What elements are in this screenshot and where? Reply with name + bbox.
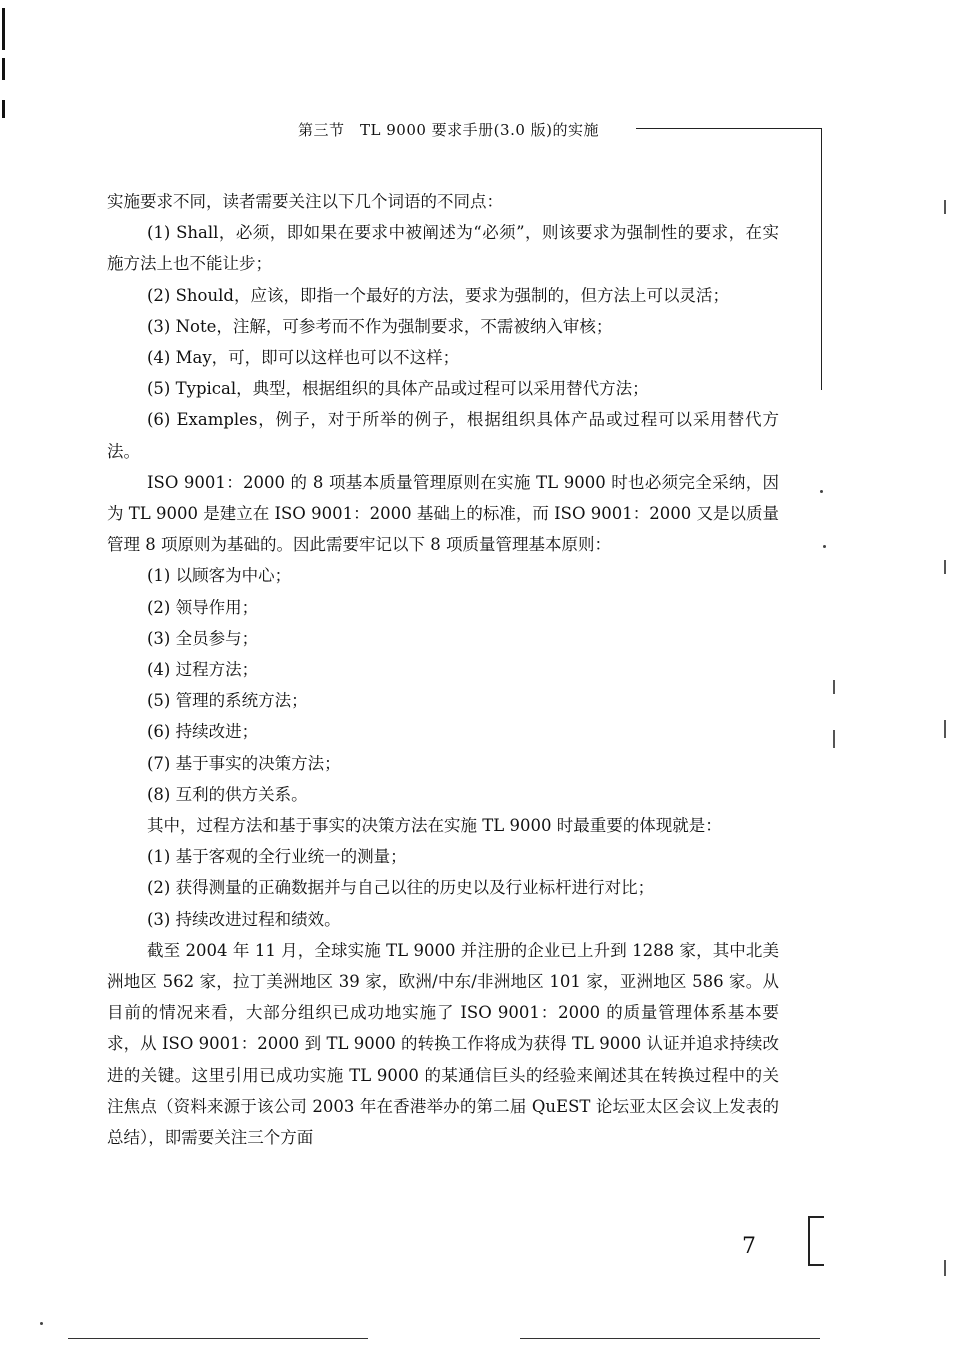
list-item: (7) 基于事实的决策方法； xyxy=(147,753,341,773)
list-item: (8) 互利的供方关系。 xyxy=(147,784,308,804)
running-header: 第三节 TL 9000 要求手册(3.0 版)的实施 xyxy=(298,121,600,139)
list-item: (2) Should，应该，即指一个最好的方法，要求为强制的，但方法上可以灵活； xyxy=(147,285,729,305)
page-corner-bracket xyxy=(808,1216,824,1266)
list-item: (4) 过程方法； xyxy=(147,660,259,680)
bottom-rule-right xyxy=(520,1338,820,1339)
paragraph: ISO 9001：2000 的 8 项基本质量管理原则在实施 TL 9000 时也必须完全采纳，因为 TL 9000 是建立在 ISO 9001：2000 基础上的标准，而 ISO 9001：2000 又是以质量管理 8 项原则为基础的。因此需要牢记以下 8 项质量管理基本原则： xyxy=(107,472,779,555)
list-item: (2) 领导作用； xyxy=(147,597,259,617)
scan-speck xyxy=(833,730,835,748)
list-item: (4) May，可，即可以这样也可以不这样； xyxy=(147,348,460,368)
header-rule xyxy=(636,128,822,129)
list-item: (3) Note，注解，可参考而不作为强制要求，不需被纳入审核； xyxy=(147,316,613,336)
scan-speck xyxy=(833,680,835,694)
list-item: (2) 获得测量的正确数据并与自己以往的历史以及行业标杆进行对比； xyxy=(147,878,655,898)
list-item: (3) 全员参与； xyxy=(147,628,259,648)
scan-speck xyxy=(944,1260,946,1276)
scan-speck xyxy=(40,1322,43,1325)
list-item: (1) 基于客观的全行业统一的测量； xyxy=(147,847,407,867)
scan-speck xyxy=(944,560,946,574)
scan-mark-left-low xyxy=(2,100,5,118)
list-item: (6) Examples，例子，对于所举的例子，根据组织具体产品或过程可以采用替代方法。 xyxy=(107,410,779,461)
list-item: (6) 持续改进； xyxy=(147,722,259,742)
bottom-rule-left xyxy=(68,1338,368,1339)
list-item: (3) 持续改进过程和绩效。 xyxy=(147,909,341,929)
list-item: (1) 以顾客为中心； xyxy=(147,566,292,586)
scan-speck xyxy=(823,545,826,548)
margin-edge-line xyxy=(821,128,822,390)
list-item: (5) Typical，典型，根据组织的具体产品或过程可以采用替代方法； xyxy=(147,379,649,399)
paragraph: 实施要求不同，读者需要关注以下几个词语的不同点： xyxy=(107,192,503,211)
paragraph: 截至 2004 年 11 月，全球实施 TL 9000 并注册的企业已上升到 1288 家，其中北美洲地区 562 家，拉丁美洲地区 39 家，欧洲/中东/非洲地区 101 家，亚洲地区 586 家。从目前的情况来看，大部分组织已成功地实施了 ISO 9001：2000 的质量管理体系基本要求，从 ISO 9001：2000 到 TL 9000 的转换工作将成为获得 TL 9000 认证并追求持续改进的关键。这里引用已成功实施 TL 9000 的某通信巨头的经验来阐述其在转换过程中的关注焦点（资料来源于该公司 2003 年在香港举办的第二届 QuEST 论坛亚太区会议上发表的总结），即需要关注三个方面 xyxy=(107,940,779,1148)
page-number: 7 xyxy=(742,1234,756,1259)
scan-speck xyxy=(820,490,823,493)
body-text xyxy=(107,186,779,1153)
list-item: (5) 管理的系统方法； xyxy=(147,691,308,711)
paragraph: 其中，过程方法和基于事实的决策方法在实施 TL 9000 时最重要的体现就是： xyxy=(147,816,722,836)
list-item: (1) Shall，必须，即如果在要求中被阐述为“必须”，则该要求为强制性的要求，在实施方法上也不能让步； xyxy=(107,223,779,274)
scan-mark-left-mid xyxy=(2,58,5,80)
scan-mark-left-top xyxy=(2,8,5,50)
scan-speck xyxy=(944,200,946,214)
scan-speck xyxy=(944,720,946,738)
